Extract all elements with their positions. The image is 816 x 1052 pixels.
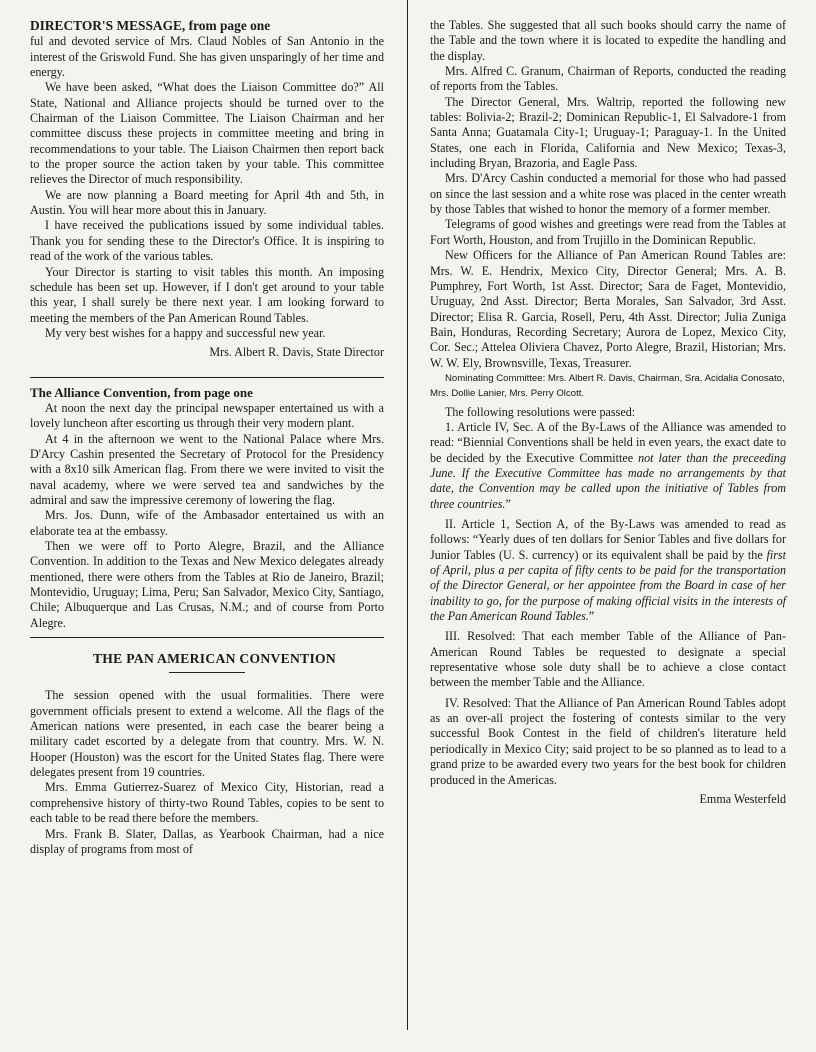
paragraph: At noon the next day the principal newspaper entertained us with a lovely luncheon after escorting us through their very modern plant. bbox=[30, 400, 384, 431]
paragraph: We have been asked, “What does the Liaison Committee do?” All State, National and Alliance projects should be turned over to the Chairman of the Liaison Committee. The Liaison Chairman and her committee discuss these projects in committee meeting and bring in recommendations to your table. The Liaison Chairmen then report back to the proper source the action taken by your table. This committee relieves the Director of much responsibility. bbox=[30, 80, 384, 187]
paragraph: Mrs. Frank B. Slater, Dallas, as Yearbook Chairman, had a nice display of programs from most of bbox=[30, 826, 384, 856]
section-divider bbox=[30, 377, 384, 378]
directors-message bbox=[30, 18, 384, 34]
resolution-2 bbox=[430, 517, 786, 624]
resolution-italic-text: first of April, plus a per capita of fifty cents to be paid for the transportation of the Director General, or her appointee from the Board in case of her inability to go, for the purpose of making official visits in the interests of the Pan American Round Tables. bbox=[430, 547, 786, 624]
paragraph: The session opened with the usual formalities. There were government officials present to extend a welcome. All the flags of the American nations were presented, in each case the bearer being a military cadet escorted by a delegate from that country. Mrs. W. N. Hooper (Houston) was the escort for the United States flag. There were delegates present from 19 countries. bbox=[30, 688, 384, 780]
pan-american-convention-title: THE PAN AMERICAN CONVENTION bbox=[92, 651, 337, 667]
resolution-text: II. Article 1, Section A, of the By-Laws was amended to read as follows: “Yearly dues of ten dollars for Senior Tables and five dollars for Junior Tables (U. S. currency) or its equivalent shall be paid by the bbox=[430, 517, 786, 562]
paragraph: We are now planning a Board meeting for April 4th and 5th, in Austin. You will hear more about this in January. bbox=[30, 187, 384, 218]
resolution-text: ” bbox=[588, 609, 595, 624]
nominating-committee: Nominating Committee: Mrs. Albert R. Davis, Chairman, Sra. Acidalia Conosato, Mrs. Dollie Lanier, Mrs. Perry Olcott. bbox=[430, 372, 785, 400]
convention-signature: Emma Westerfeld bbox=[699, 791, 786, 806]
paragraph: the Tables. She suggested that all such books should carry the name of the Table and the town where it is located to expedite the handling and the display. bbox=[430, 18, 786, 63]
paragraph: The Director General, Mrs. Waltrip, reported the following new tables: Bolivia-2; Brazil-2; Dominican Republic-1, El Salvadore-1 from Santa Anna; Guatamala City-1; Uruguay-1; Paraguay-1. In the United States, one each in Florida, California and New Mexico; Texas-3, including Bryan, Brazoria, and Eagle Pass. bbox=[430, 94, 786, 171]
title-underline bbox=[169, 672, 245, 673]
paragraph: Mrs. Emma Gutierrez-Suarez of Mexico City, Historian, read a comprehensive history of thirty-two Round Tables, copies to be sent to each table to be read there before the members. bbox=[30, 780, 384, 826]
new-officers-paragraph: New Officers for the Alliance of Pan American Round Tables are: Mrs. W. E. Hendrix, Mexico City, Director General; Mrs. A. B. Pumphrey, Fort Worth, 1st Asst. Director; Sara de Faget, Montevidio, Uruguay, 2nd Asst. Director; Berta Morales, San Salvador, 3rd Asst. Director; Elisa R. Garcia, Rosell, Peru, 4th Asst. Director; Julia Zuniga Bain, Honduras, Recording Secretary; Aurora de Lopez, Mexico City, Cor. Sec.; Attelea Oliviera Chavez, Porto Alegre, Brazil, Historian; Mrs. W. W. Ely, Brownsville, Texas, Treasurer. bbox=[430, 248, 786, 370]
resolution-1 bbox=[430, 420, 786, 512]
paragraph: Then we were off to Porto Alegre, Brazil, and the Alliance Convention. In addition to the Texas and New Mexico delegates already mentioned, there were others from the Tables at Rio de Janeiro, Brazil; Montevidio, Uruguay; Lima, Peru; San Salvador, Mexico City, Santiago, Chile; Albuquerque and Las Crusas, N.M.; and of course from Porto Alegre. bbox=[30, 539, 384, 630]
directors-message-signature: Mrs. Albert R. Davis, State Director bbox=[209, 345, 384, 360]
paragraph: Your Director is starting to visit tables this month. An imposing schedule has been set up. However, if I don't get around to your table this year, I shall surely be there next year. I am looking forward to meeting the members of the Pan American Round Tables. bbox=[30, 264, 384, 325]
resolutions-intro: The following resolutions were passed: bbox=[445, 404, 636, 419]
resolution-text: 1. Article IV, Sec. A of the By-Laws of the Alliance was amended to read: “Biennial Conventions shall be held in even years, the exact date to be decided by the Executive Committee bbox=[430, 419, 786, 465]
paragraph: At 4 in the afternoon we went to the National Palace where Mrs. D'Arcy Cashin presented the Secretary of Protocol for the Presidency with a 8x10 silk American flag. From there we were invited to visit the naval academy, where we were served tea and sandwiches by the admiral and saw the impressive ceremony of lowering the flag. bbox=[30, 431, 384, 507]
resolution-4: IV. Resolved: That the Alliance of Pan American Round Tables adopt as an over-all project the fostering of contests similar to the very successful Book Contest in the field of children's literature held periodically in Mexico City; said project to be so planned as to lead to a grand prize to be awarded every two years for the best book for children produced in the Americas. bbox=[430, 695, 786, 787]
paragraph: ful and devoted service of Mrs. Claud Nobles of San Antonio in the interest of the Griswold Fund. She has given unsparingly of her time and energy. bbox=[30, 34, 384, 80]
resolution-text: ” bbox=[505, 496, 511, 511]
alliance-convention-heading: The Alliance Convention, from page one bbox=[30, 384, 253, 400]
paragraph: My very best wishes for a happy and successful new year. bbox=[45, 325, 326, 340]
left-column bbox=[30, 18, 384, 857]
paragraph: Mrs. Alfred C. Granum, Chairman of Reports, conducted the reading of reports from the Tables. bbox=[430, 64, 786, 94]
paragraph: Mrs. D'Arcy Cashin conducted a memorial for those who had passed on since the last session and a white rose was placed in the center wreath by those Tables that wished to honor the memory of a former member. bbox=[430, 171, 786, 217]
resolution-italic-text: not later than the preceeding June. If the Executive Committee has made no arrangements by that date, the Convention may be called upon the initiative of Tables from three countries. bbox=[430, 450, 786, 511]
paragraph: Telegrams of good wishes and greetings were read from the Tables at Fort Worth, Houston, and from Trujillo in the Dominican Republic. bbox=[430, 217, 786, 247]
resolution-3: III. Resolved: That each member Table of the Alliance of Pan-American Round Tables be requested to designate a special representative whose sole duty shall be to achieve a close contact between the member Table and the Alliance. bbox=[430, 629, 786, 690]
directors-message-heading: DIRECTOR'S MESSAGE, from page one bbox=[30, 18, 271, 33]
paragraph: I have received the publications issued by some individual tables. Thank you for sending these to the Director's Office. It is inspiring to read of the work of the various tables. bbox=[30, 218, 384, 264]
column-divider bbox=[407, 0, 408, 1030]
section-divider bbox=[30, 637, 384, 638]
right-column bbox=[430, 18, 786, 807]
paragraph: Mrs. Jos. Dunn, wife of the Ambasador entertained us with an elaborate tea at the embassy. bbox=[30, 508, 384, 538]
